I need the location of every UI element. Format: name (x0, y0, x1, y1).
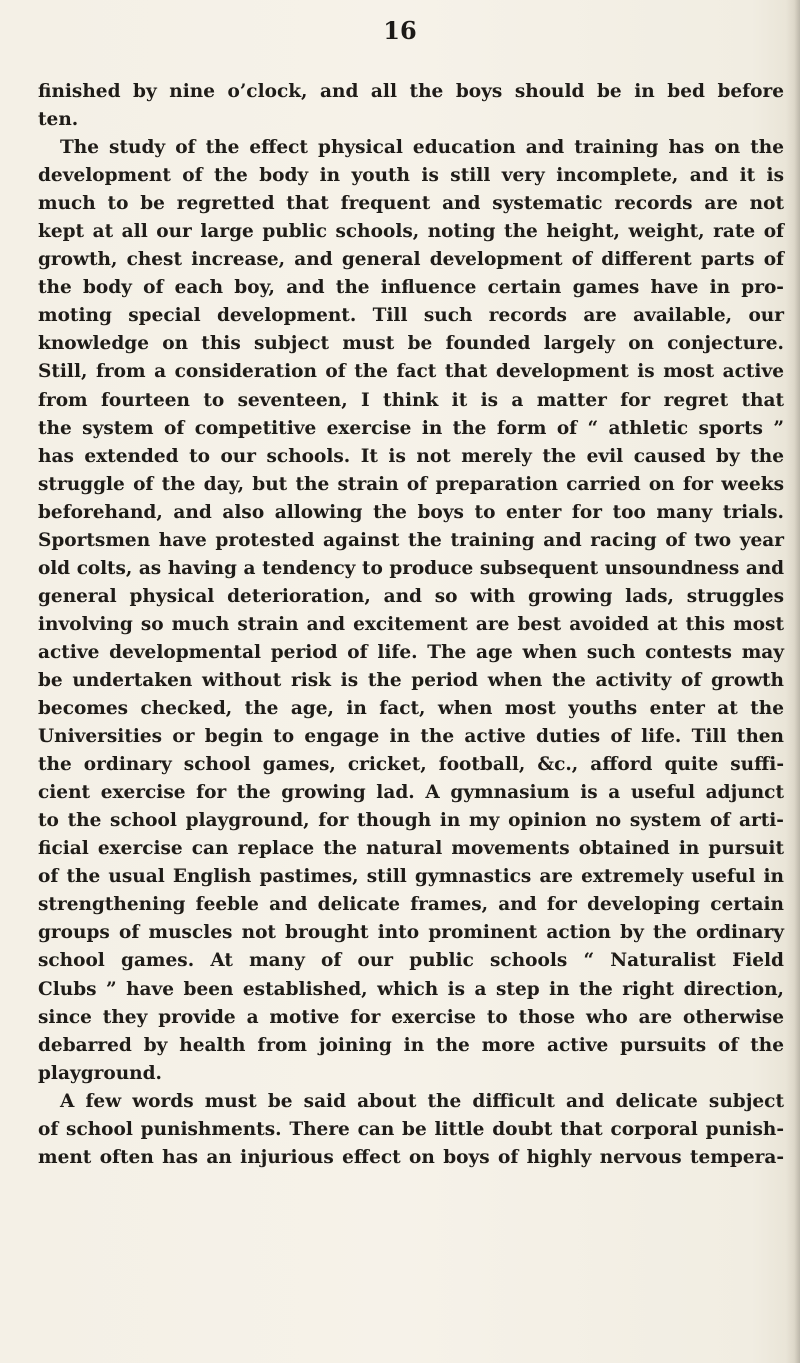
text-line: Clubs ” have been established, which is a step in the right direction, (38, 978, 784, 1000)
text-line: ten. (38, 109, 79, 131)
text-line: cient exercise for the growing lad. A gymnasium is a useful adjunct (38, 782, 784, 804)
text-line: strengthening feeble and delicate frames, and for developing certain (38, 894, 784, 916)
text-line: be undertaken without risk is the period when the activity of growth (38, 669, 784, 691)
text-line: playground. (38, 1062, 162, 1084)
body-text (38, 78, 784, 1172)
text-line: school games. At many of our public schools “ Naturalist Field (38, 950, 784, 972)
text-line: the system of competitive exercise in the form of “ athletic sports ” (38, 417, 784, 439)
text-line: Universities or begin to engage in the active duties of life. Till then (38, 726, 784, 748)
text-line: to the school playground, for though in my opinion no system of arti- (38, 810, 784, 832)
text-line: of the usual English pastimes, still gymnastics are extremely useful in (38, 866, 784, 888)
text-line: ment often has an injurious effect on boys of highly nervous tempera- (38, 1146, 784, 1168)
text-line: the ordinary school games, cricket, football, &c., afford quite suffi- (38, 754, 784, 776)
text-line: from fourteen to seventeen, I think it is a matter for regret that (38, 389, 784, 411)
text-line: has extended to our schools. It is not merely the evil caused by the (38, 445, 784, 467)
text-line: involving so much strain and excitement are best avoided at this most (38, 613, 784, 635)
text-line: debarred by health from joining in the more active pursuits of the (38, 1034, 784, 1056)
text-line: much to be regretted that frequent and systematic records are not (38, 193, 784, 215)
text-line: moting special development. Till such records are available, our (38, 305, 784, 327)
page-number: 16 (383, 16, 417, 45)
text-line: Sportsmen have protested against the training and racing of two year (38, 529, 784, 551)
text-line: ficial exercise can replace the natural movements obtained in pursuit (38, 838, 784, 860)
text-line: old colts, as having a tendency to produce subsequent unsoundness and (38, 557, 784, 579)
text-line: development of the body in youth is still very incomplete, and it is (38, 165, 784, 187)
text-line: Still, from a consideration of the fact that development is most active (38, 361, 784, 383)
page-edge-shadow (786, 0, 800, 1363)
text-line: growth, chest increase, and general development of different parts of (38, 249, 784, 271)
text-line: groups of muscles not brought into prominent action by the ordinary (38, 922, 784, 944)
text-line: A few words must be said about the difficult and delicate subject (60, 1090, 784, 1112)
text-line: active developmental period of life. The age when such contests may (38, 641, 784, 663)
text-line: kept at all our large public schools, noting the height, weight, rate of (38, 221, 784, 243)
text-line: knowledge on this subject must be founded largely on conjecture. (38, 333, 784, 355)
text-line: beforehand, and also allowing the boys to enter for too many trials. (38, 501, 784, 523)
text-line: general physical deterioration, and so with growing lads, struggles (38, 585, 784, 607)
text-line: of school punishments. There can be little doubt that corporal punish- (38, 1118, 784, 1140)
text-line: the body of each boy, and the influence certain games have in pro- (38, 277, 784, 299)
text-line: becomes checked, the age, in fact, when most youths enter at the (38, 698, 784, 720)
text-line: The study of the effect physical education and training has on the (60, 137, 784, 159)
text-line: struggle of the day, but the strain of preparation carried on for weeks (38, 473, 784, 495)
text-line: finished by nine o’clock, and all the boys should be in bed before (38, 81, 784, 102)
text-line: since they provide a motive for exercise to those who are otherwise (38, 1006, 784, 1028)
